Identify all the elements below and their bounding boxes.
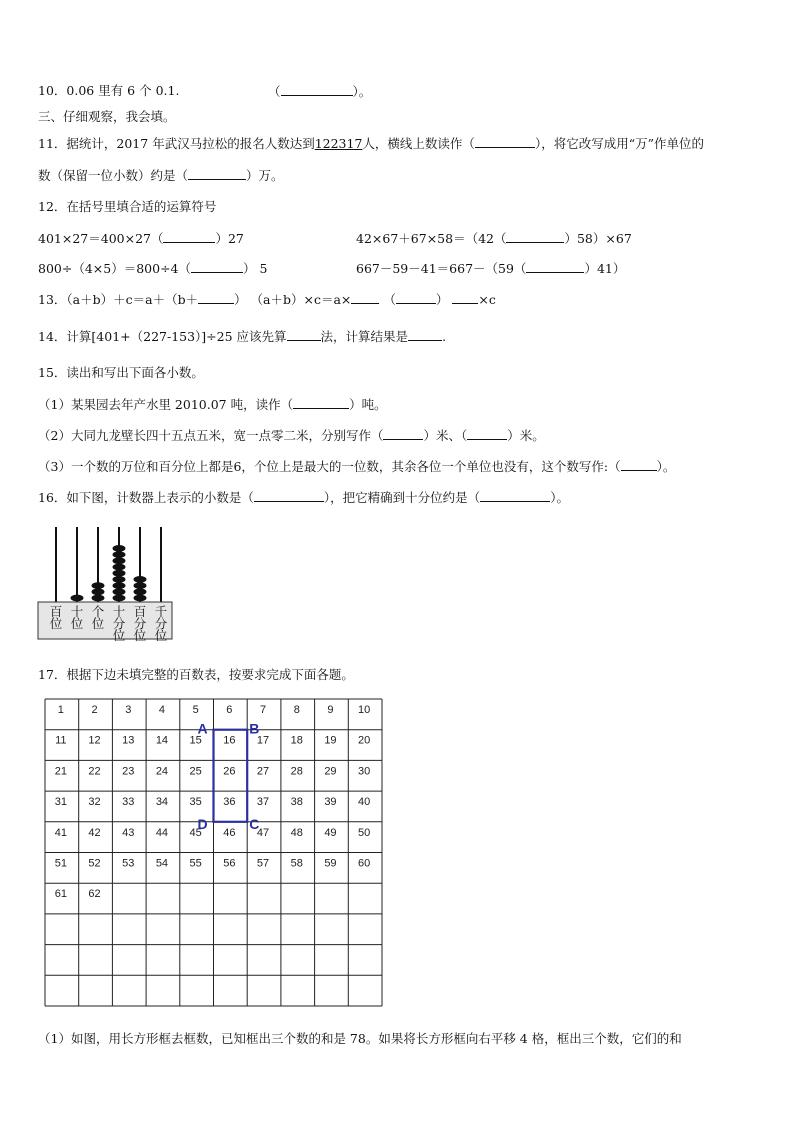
abacus-label-char: 分 xyxy=(112,616,126,631)
grid-cell-number: 9 xyxy=(327,704,334,716)
grid-cell-number: 22 xyxy=(88,765,101,778)
question-11-line1 xyxy=(38,134,764,153)
grid-cell-number: 23 xyxy=(122,765,135,778)
q15-2b: ）米、（ xyxy=(423,428,468,443)
q13-c: （ xyxy=(383,292,396,307)
abacus-bead xyxy=(113,557,126,564)
q11-text-c: ），将它改写成用“万”作单位的 xyxy=(534,136,704,151)
grid-cell-number: 3 xyxy=(125,704,132,716)
abacus-label-char: 分 xyxy=(154,616,168,631)
q13-b: ） （a＋b）×c＝a× xyxy=(234,292,352,307)
q15-blank-3[interactable] xyxy=(467,426,507,440)
grid-cell-number: 24 xyxy=(155,765,169,778)
grid-cell-number: 30 xyxy=(358,765,371,778)
abacus-label-char: 位 xyxy=(91,616,105,631)
q12-r1r-a: 42×67＋67×58＝（42（ xyxy=(356,231,507,246)
grid-cell-number: 36 xyxy=(223,796,236,809)
abacus-label-char: 位 xyxy=(49,616,63,631)
hundred-chart xyxy=(44,698,384,1010)
grid-cell-number: 28 xyxy=(290,765,303,778)
grid-cell-number: 39 xyxy=(324,796,337,809)
abacus-bead xyxy=(113,588,126,595)
grid-cell-number: 45 xyxy=(189,826,202,839)
q11-wan-blank[interactable] xyxy=(188,166,246,180)
q13-a: 13．（a＋b）＋c＝a＋（b＋ xyxy=(38,292,199,307)
q12-r1l-b: ）27 xyxy=(215,231,244,246)
grid-cell-number: 58 xyxy=(290,857,303,870)
grid-cell-number: 53 xyxy=(122,857,135,870)
grid-cell-number: 34 xyxy=(155,796,169,809)
abacus-bead xyxy=(71,595,84,602)
question-15-3 xyxy=(38,457,764,476)
q15-3b: ）。 xyxy=(656,459,676,474)
grid-cell-number: 51 xyxy=(54,857,67,870)
abacus-label-char: 十 xyxy=(70,604,84,619)
q10-paren-close: ）。 xyxy=(352,84,372,99)
question-15-2 xyxy=(38,426,764,445)
grid-cell-number: 16 xyxy=(223,734,236,747)
frame-corner-label: D xyxy=(197,815,208,832)
q11-read-blank[interactable] xyxy=(475,134,535,148)
grid-cell-number: 48 xyxy=(290,826,303,839)
q12-r2r-a: 667－59－41＝667－（59（ xyxy=(356,261,527,276)
q11-text-d: 数（保留一位小数）约是（ xyxy=(38,168,189,183)
abacus-label-char: 十 xyxy=(112,604,126,619)
grid-cell-number: 46 xyxy=(223,826,236,839)
abacus-bead xyxy=(113,576,126,583)
grid-cell-number: 60 xyxy=(358,857,371,870)
abacus-label-char: 百 xyxy=(49,604,63,619)
q15-1a: （1）某果园去年产水里 2010.07 吨，读作（ xyxy=(38,397,294,412)
q13-e: ×c xyxy=(478,292,496,307)
q11-number: 122317 xyxy=(314,136,363,151)
grid-cell-number: 37 xyxy=(256,796,270,809)
grid-cell-number: 62 xyxy=(88,888,101,901)
grid-cell-number: 38 xyxy=(290,796,303,809)
frame-corner-label: B xyxy=(249,720,260,737)
q16-b: ），把它精确到十分位约是（ xyxy=(323,490,481,505)
grid-cell-number: 18 xyxy=(290,734,303,747)
q12-r2r-b: ）41） xyxy=(584,261,626,276)
abacus-bead xyxy=(92,582,105,589)
grid-cell-number: 10 xyxy=(358,704,371,716)
frame-corner-label: C xyxy=(249,815,260,832)
q13-d: ） xyxy=(435,292,449,307)
q12-blank-4[interactable] xyxy=(526,259,584,273)
q10-answer-blank[interactable] xyxy=(281,82,353,96)
grid-cell-number: 56 xyxy=(223,857,236,870)
question-16 xyxy=(38,488,764,507)
grid-cell-number: 8 xyxy=(293,704,300,716)
abacus-bead xyxy=(134,576,147,583)
question-12-row1 xyxy=(38,229,764,248)
q15-blank-1[interactable] xyxy=(293,395,349,409)
grid-cell-number: 40 xyxy=(358,796,371,809)
q15-blank-4[interactable] xyxy=(621,457,657,471)
abacus-bead xyxy=(113,582,126,589)
abacus-bead xyxy=(92,588,105,595)
abacus-bead xyxy=(92,595,105,602)
abacus-label-char: 位 xyxy=(133,628,147,642)
q12-r1r-b: ）58）×67 xyxy=(564,231,632,246)
q14-a: 14．计算[401+（227-153）]÷25 应该先算 xyxy=(38,329,287,344)
grid-cell-number: 32 xyxy=(88,796,101,809)
grid-cell-number: 14 xyxy=(155,734,169,747)
frame-corner-label: A xyxy=(197,720,208,737)
abacus-bead xyxy=(113,595,126,602)
grid-cell-number: 61 xyxy=(54,888,67,901)
abacus-label-char: 个 xyxy=(91,604,105,619)
q13-blank-1[interactable] xyxy=(198,290,234,304)
question-12-row2 xyxy=(38,259,764,278)
question-17-1: （1）如图，用长方形框去框数，已知框出三个数的和是 78。如果将长方形框向右平移 4 格，框出三个数，它们的和 xyxy=(38,1031,682,1046)
grid-cell-number: 6 xyxy=(226,704,233,716)
grid-cell-number: 35 xyxy=(189,796,202,809)
q14-blank-2[interactable] xyxy=(408,327,442,341)
q12-blank-2[interactable] xyxy=(506,229,564,243)
abacus-label-char: 位 xyxy=(112,628,126,642)
abacus-label-char: 位 xyxy=(154,628,168,642)
grid-cell-number: 4 xyxy=(158,704,166,716)
q12-r2l-a: 800÷（4×5）＝800÷4（ xyxy=(38,261,191,276)
grid-cell-number: 29 xyxy=(324,765,337,778)
abacus-bead xyxy=(134,582,147,589)
grid-cell-number: 25 xyxy=(189,765,202,778)
question-10 xyxy=(38,82,764,100)
grid-cell-number: 42 xyxy=(88,826,101,839)
grid-cell-number: 47 xyxy=(256,826,270,839)
grid-cell-number: 7 xyxy=(259,704,267,716)
abacus-label-char: 千 xyxy=(154,604,168,619)
q10-text: 10．0.06 里有 6 个 0.1. xyxy=(38,83,180,98)
grid-cell-number: 11 xyxy=(55,734,67,747)
q15-blank-2[interactable] xyxy=(383,426,423,440)
abacus-label-char: 分 xyxy=(133,616,147,631)
abacus-bead xyxy=(134,588,147,595)
q16-blank-1[interactable] xyxy=(254,488,324,502)
grid-cell-number: 54 xyxy=(155,857,169,870)
grid-cell-number: 49 xyxy=(324,826,337,839)
grid-cell-number: 15 xyxy=(189,734,202,747)
grid-cell-number: 26 xyxy=(223,765,236,778)
q15-3a: （3）一个数的万位和百分位上都是6，个位上是最大的一位数，其余各位一个单位也没有，这个数写作:（ xyxy=(38,459,621,474)
question-11-line2 xyxy=(38,166,764,185)
q13-blank-4[interactable] xyxy=(452,290,478,304)
grid-cell-number: 12 xyxy=(88,734,101,747)
grid-cell-number: 19 xyxy=(324,734,337,747)
grid-cell-number: 20 xyxy=(358,734,371,747)
q12-blank-1[interactable] xyxy=(163,229,215,243)
question-15-1 xyxy=(38,395,764,414)
grid-cell-number: 59 xyxy=(324,857,337,870)
q15-2c: ）米。 xyxy=(507,428,545,443)
grid-cell-number: 57 xyxy=(256,857,270,870)
q11-text-e: ）万。 xyxy=(246,168,284,183)
q16-a: 16．如下图，计数器上表示的小数是（ xyxy=(38,490,254,505)
abacus-bead xyxy=(113,570,126,577)
grid-cell-number: 33 xyxy=(122,796,135,809)
q14-b: 法，计算结果是 xyxy=(320,329,409,344)
question-17-title: 17．根据下边未填完整的百数表，按要求完成下面各题。 xyxy=(38,667,354,682)
grid-cell-number: 31 xyxy=(54,796,67,809)
grid-cell-number: 2 xyxy=(91,704,98,716)
grid-cell-number: 43 xyxy=(122,826,135,839)
grid-cell-number: 13 xyxy=(122,734,135,747)
q14-blank-1[interactable] xyxy=(287,327,321,341)
q15-2a: （2）大同九龙壁长四十五点五米，宽一点零二米，分别写作（ xyxy=(38,428,384,443)
abacus-label-char: 位 xyxy=(70,616,84,631)
grid-cell-number: 1 xyxy=(57,704,64,716)
q12-blank-3[interactable] xyxy=(191,259,243,273)
q16-blank-2[interactable] xyxy=(480,488,550,502)
section-3-title: 三、仔细观察，我会填。 xyxy=(38,109,176,124)
question-13 xyxy=(38,290,764,309)
grid-cell-number: 5 xyxy=(192,704,199,716)
q15-1b: ）吨。 xyxy=(349,397,387,412)
grid-cell-number: 50 xyxy=(358,826,371,839)
abacus-bead xyxy=(134,595,147,602)
q11-text-b: 人，横线上数读作（ xyxy=(362,136,475,151)
q16-c: ）。 xyxy=(550,490,569,505)
grid-cell-number: 44 xyxy=(155,826,169,839)
abacus-bead xyxy=(113,551,126,558)
q13-blank-3[interactable] xyxy=(396,290,436,304)
q13-blank-2[interactable] xyxy=(351,290,379,304)
grid-cell-number: 17 xyxy=(256,734,270,747)
grid-cell-number: 41 xyxy=(54,826,67,839)
grid-cell-number: 21 xyxy=(54,765,67,778)
q12-r1l-a: 401×27＝400×27（ xyxy=(38,231,164,246)
grid-cell-number: 52 xyxy=(88,857,101,870)
question-14 xyxy=(38,327,764,346)
question-12-title: 12．在括号里填合适的运算符号 xyxy=(38,199,217,214)
q14-c: . xyxy=(442,329,447,344)
grid-cell-number: 27 xyxy=(256,765,270,778)
abacus-label-char: 百 xyxy=(133,604,147,619)
question-15-title: 15．读出和写出下面各小数。 xyxy=(38,365,204,380)
abacus-bead xyxy=(113,564,126,571)
q12-r2l-b: ） 5 xyxy=(243,261,268,276)
grid-cell-number: 55 xyxy=(189,857,202,870)
abacus-counter xyxy=(36,522,176,642)
q11-text-a: 11．据统计，2017 年武汉马拉松的报名人数达到 xyxy=(38,136,315,151)
q10-paren-open: （ xyxy=(268,84,281,99)
abacus-bead xyxy=(113,545,126,552)
